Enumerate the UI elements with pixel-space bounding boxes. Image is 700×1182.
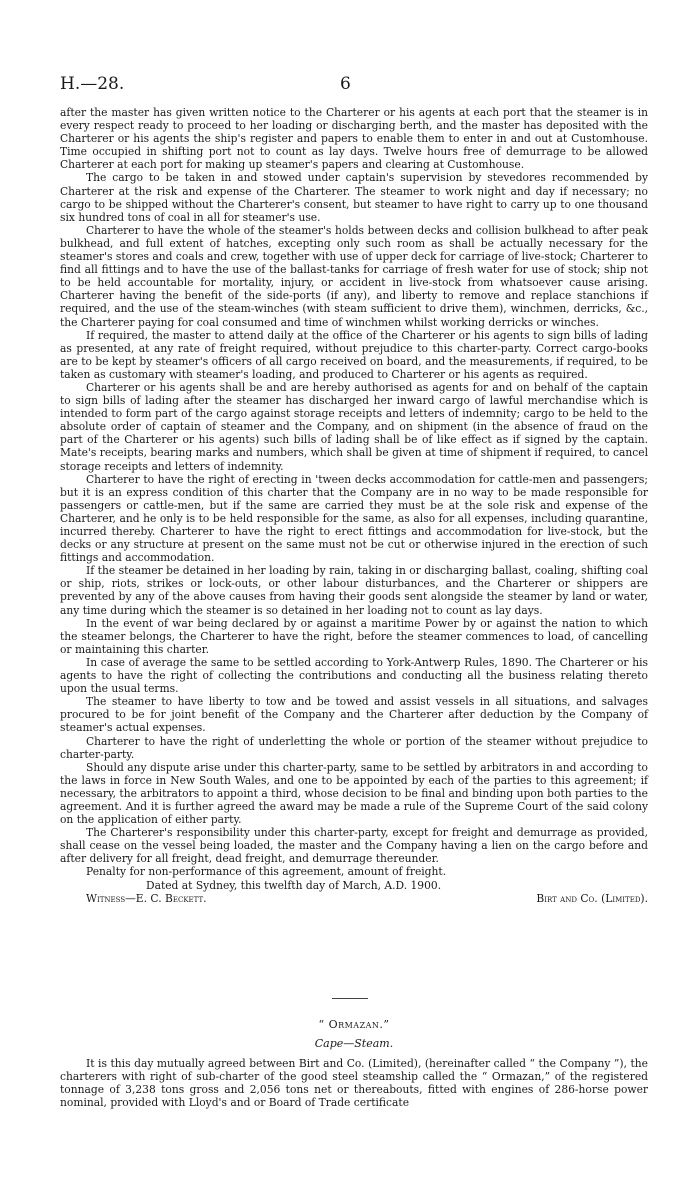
paragraph: Charterer or his agents shall be and are hereby authorised as agents for and on behalf of the captain to sign bills of lading after the steamer has discharged her inward cargo of lawful merchandise which is intended to form part of the cargo against storage receipts and letters of indemnity; cargo to be held to the absolute order of captain of steamer and the Company, and on shipment (in the absence of fraud on the part of the Charterer or his agents) such bills of lading shall be of like effect as if signed by the captain. Mate's receipts, bearing marks and numbers, which shall be given at time of shipment if required, to cancel storage receipts and letters of indemnity. [60, 380, 648, 473]
paragraph: In the event of war being declared by or against a maritime Power by or against the nation to which the steamer belongs, the Charterer to have the right, before the steamer commences to load, of cancelling or maintaining this charter. [60, 616, 648, 656]
charter-party-text [60, 106, 648, 905]
paragraph: Penalty for non-performance of this agreement, amount of freight. [86, 865, 447, 879]
paragraph: Charterer to have the right of underletting the whole or portion of the steamer without prejudice to charter-party. [60, 734, 648, 761]
paragraph: The steamer to have liberty to tow and be towed and assist vessels in all situations, and salvages procured to be for joint benefit of the Company and the Charterer after deduction by the Company of steamer's actual expenses. [60, 695, 648, 735]
paragraph: Charterer to have the whole of the steamer's holds between decks and collision bulkhead to after peak bulkhead, and full extent of hatches, excepting only such room as shall be actually necessary for the steamer's stores and coals and crew, together with use of upper deck for carriage of live-stock; Charterer to find all fittings and to have the use of the ballast-tanks for carriage of fresh water for use of stock; ship not to be held accountable for mortality, injury, or accident in live-stock from whatsoever cause arising. Charterer having the benefit of the side-ports (if any), and liberty to remove and replace stanchions if required, and the use of the steam-winches (with steam sufficient to drive them), winchmen, derricks, &c., the Charterer paying for coal consumed and time of winchmen whilst working derricks or winches. [60, 223, 648, 329]
paragraph: It is this day mutually agreed between Birt and Co. (Limited), (hereinafter called “ the Company ”), the charterers with right of sub-charter of the good steel steamship called the “ Ormazan,” of the registered tonnage of 3,238 tons gross and 2,056 tons net or thereabouts, fitted with engines of 286-horse power nominal, provided with Lloyd's and or Board of Trade certificate [60, 1057, 648, 1110]
signatory: Birt and Co. (Limited). [536, 891, 648, 905]
page-header [60, 74, 648, 96]
witness-line [60, 892, 648, 905]
paragraph: The Charterer's responsibility under this charter-party, except for freight and demurrage as provided, shall cease on the vessel being loaded, the master and the Company having a lien on the cargo before and after delivery for all freight, dead freight, and demurrage thereunder. [60, 826, 648, 866]
dated-line: Dated at Sydney, this twelfth day of March, A.D. 1900. [146, 878, 442, 892]
witness: Witness—E. C. Beckett. [86, 891, 207, 905]
document-reference: H.—28. [60, 74, 125, 94]
paragraph: If the steamer be detained in her loading by rain, taking in or discharging ballast, coaling, shifting coal or ship, riots, strikes or lock-outs, or other labour disturbances, and the Charterer or shippers are prevented by any of the above causes from having their goods sent alongside the steamer by land or water, any time during which the steamer is so detained in her loading not to count as lay days. [60, 564, 648, 617]
ormazan-agreement-text [60, 1057, 648, 1109]
ship-name-heading: “ Ormazan.” [318, 1018, 390, 1031]
ship-subheading: Cape—Steam. [314, 1037, 394, 1050]
paragraph: The cargo to be taken in and stowed under captain's supervision by stevedores recommended by Charterer at the risk and expense of the Charterer. The steamer to work night and day if necessary; no cargo to be shipped without the Charterer's consent, but steamer to have right to carry up to one thousand six hundred tons of coal in all for steamer's use. [60, 171, 648, 224]
paragraph: Charterer to have the right of erecting in 'tween decks accommodation for cattle-men and passengers; but it is an express condition of this charter that the Company are in no way to be made responsible for passengers or cattle-men, but if the same are carried they must be at the sole risk and expense of the Charterer, and he only is to be held responsible for the same, as also for all expenses, including quarantine, incurred thereby. Charterer to have the right to erect fittings and accommodation for live-stock, but the decks or any structure at present on the same must not be cut or otherwise injured in the erection of such fittings and accommodation. [60, 472, 648, 565]
paragraph: Should any dispute arise under this charter-party, same to be settled by arbitrators in and according to the laws in force in New South Wales, and one to be appointed by each of the parties to this agreement; if necessary, the arbitrators to appoint a third, whose decision to be final and binding upon both parties to the agreement. And it is further agreed the award may be made a rule of the Supreme Court of the said colony on the application of either party. [60, 760, 648, 827]
paragraph: In case of average the same to be settled according to York-Antwerp Rules, 1890. The Charterer or his agents to have the right of collecting the contributions and conducting all the business relating thereto upon the usual terms. [60, 655, 648, 696]
section-divider [332, 998, 368, 999]
paragraph: If required, the master to attend daily at the office of the Charterer or his agents to sign bills of lading as presented, at any rate of freight required, without prejudice to this charter-party. Correct cargo-books are to be kept by steamer's officers of all cargo received on board, and the measurements, if required, to be taken as customary with steamer's loading, and produced to Charterer or his agents as required. [60, 328, 648, 381]
page-number: 6 [340, 74, 351, 94]
paragraph: after the master has given written notice to the Charterer or his agents at each port that the steamer is in every respect ready to proceed to her loading or discharging berth, and the master has deposited with the Charterer or his agents the ship's register and papers to enable them to enter in and out at Customhouse. Time occupied in shifting port not to count as lay days. Twelve hours free of demurrage to be allowed Charterer at each port for making up steamer's papers and clearing at Customhouse. [60, 106, 648, 172]
